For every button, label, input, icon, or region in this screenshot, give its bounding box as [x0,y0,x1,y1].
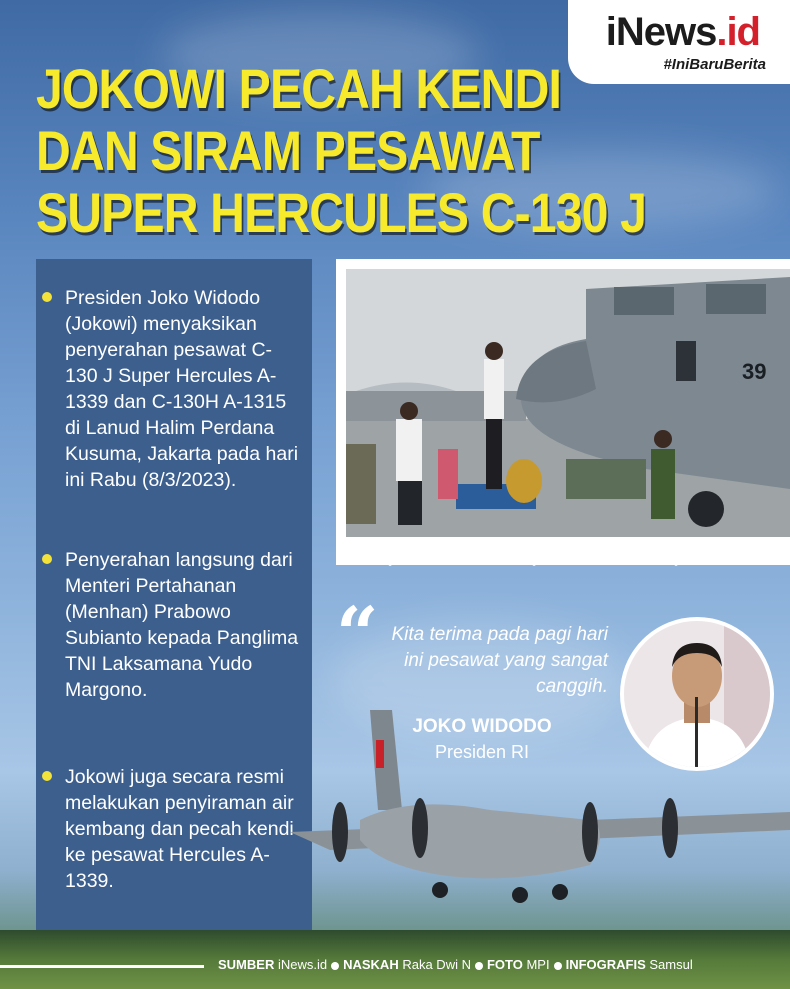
fact-text: Jokowi juga secara resmi melakukan penyiraman air kembang dan pecah kendi ke pesawat Hercules A-1339. [65,766,294,892]
credit-source: iNews.id [277,957,328,972]
fact-text: Presiden Joko Widodo (Jokowi) menyaksikan penyerahan pesawat C-130 J Super Hercules A-1339 dan C-130H A-1315 di Lanud Halim Perdana Kusuma, Jakarta pada hari ini Rabu (8/3/2023). [65,287,299,491]
bullet-dot-icon [42,554,52,564]
quote-role: Presiden RI [434,742,530,762]
fact-item [42,285,304,493]
credit-infographic: Samsul [649,957,693,972]
plane-number-label: 39 [742,359,767,384]
brand-logo-suffix: .id [716,10,760,54]
bullet-dot-icon [42,771,52,781]
credit-writer: Raka Dwi N [402,957,471,972]
brand-logo[interactable] [606,8,760,56]
hercules-aircraft [290,700,790,930]
fact-item [42,547,304,703]
credit-source-label: SUMBER [218,957,275,972]
fact-text: Penyerahan langsung dari Menteri Pertahanan (Menhan) Prabowo Subianto kepada Panglima TNI Laksamana Yudo Margono. [65,549,299,701]
quote-speaker: JOKO WIDODO [412,716,552,737]
facts-panel [36,259,312,945]
credits-bar [0,956,790,976]
credit-writer-label: NASKAH [343,957,399,972]
credits-divider [0,965,204,968]
headline-line-3: SUPER HERCULES C-130 J [36,181,647,244]
credit-photo: MPI [526,957,550,972]
credit-photo-label: FOTO [486,957,523,972]
bullet-dot-icon [42,292,52,302]
separator-dot-icon [554,962,562,970]
brand-tagline: #IniBaruBerita [663,56,766,73]
fact-item [42,764,304,894]
ceremony-photo-frame [336,259,790,565]
credit-infographic-label: INFOGRAFIS [565,957,646,972]
quote-text: Kita terima pada pagi hari ini pesawat yang sangat canggih. [391,624,608,697]
ceremony-photo-illustration [346,269,790,537]
quote-mark-icon: “ [336,592,379,678]
credits-text [218,957,693,972]
ceremony-photo [346,269,790,537]
brand-logo-main: News [615,10,717,54]
separator-dot-icon [475,962,483,970]
headline [36,58,646,244]
torn-paper-edge [336,540,790,570]
headline-line-1: JOKOWI PECAH KENDI [36,57,562,120]
separator-dot-icon [331,962,339,970]
headline-line-2: DAN SIRAM PESAWAT [36,119,540,182]
brand-logo-prefix: i [605,10,616,54]
